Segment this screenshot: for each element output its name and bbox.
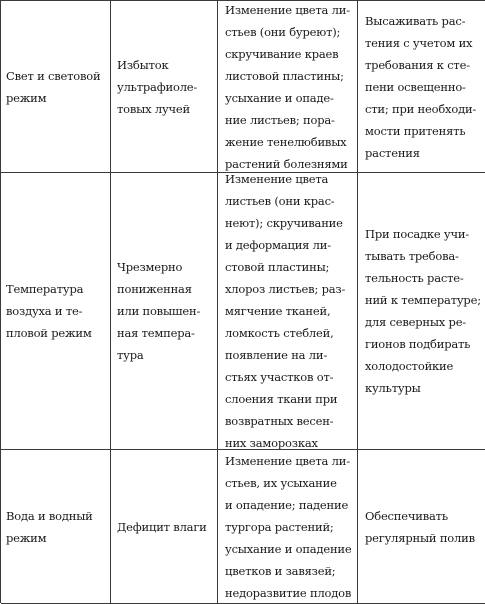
table-cell-cause: [111, 450, 218, 604]
cell-text: Избыток ультрафиоле- товых лучей: [117, 57, 198, 116]
table-cell-measures: [358, 450, 485, 604]
table-cell-factor: [1, 1, 111, 173]
table-cell-symptoms: [218, 1, 358, 173]
table-cell-symptoms: [218, 450, 358, 604]
table-cell-cause: [111, 173, 218, 450]
cell-text: Изменение цвета ли- стьев, их усыхание и опадение; падение тургора растений; усыхание и опадение цветков и завязей; недоразвитие плодов: [225, 453, 352, 600]
cell-text: Вода и водный режим: [6, 508, 93, 545]
cell-text: Температура воздуха и те- пловой режим: [6, 282, 92, 340]
cell-text: Изменение цвета ли- стьев (они буреют); скручивание краев листовой пластины; усыхание и опаде- ние листьев; пора- жение тенелюбивых растений болезнями: [225, 2, 350, 171]
cell-text: Чрезмерно пониженная или повышен- ная темпера- тура: [117, 260, 201, 362]
table-cell-symptoms: [218, 173, 358, 450]
table-cell-factor: [1, 450, 111, 604]
cell-text: Дефицит влаги: [117, 519, 207, 534]
table-cell-factor: [1, 173, 111, 450]
cell-text: Изменение цвета листьев (они крас- неют); скручивание и деформация ли- стовой пластины; хлороз листьев; раз- мягчение тканей, ломкость стеблей, появление на ли- стьях участков от- слоения ткани при возвратных весен- них заморозках: [225, 173, 346, 450]
table-cell-cause: [111, 1, 218, 173]
table-cell-measures: [358, 173, 485, 450]
cell-text: Обеспечивать регулярный полив: [365, 508, 475, 545]
table-cell-measures: [358, 1, 485, 173]
cell-text: При посадке учи- тывать требова- тельность расте- ний к температуре; для северных ре- гионов подбирать холодостойкие культуры: [365, 227, 481, 395]
cell-text: Свет и световой режим: [6, 68, 101, 105]
cell-text: Высаживать рас- тения с учетом их требования к сте- пени освещенно- сти; при необходи- мости притенять растения: [365, 13, 477, 160]
